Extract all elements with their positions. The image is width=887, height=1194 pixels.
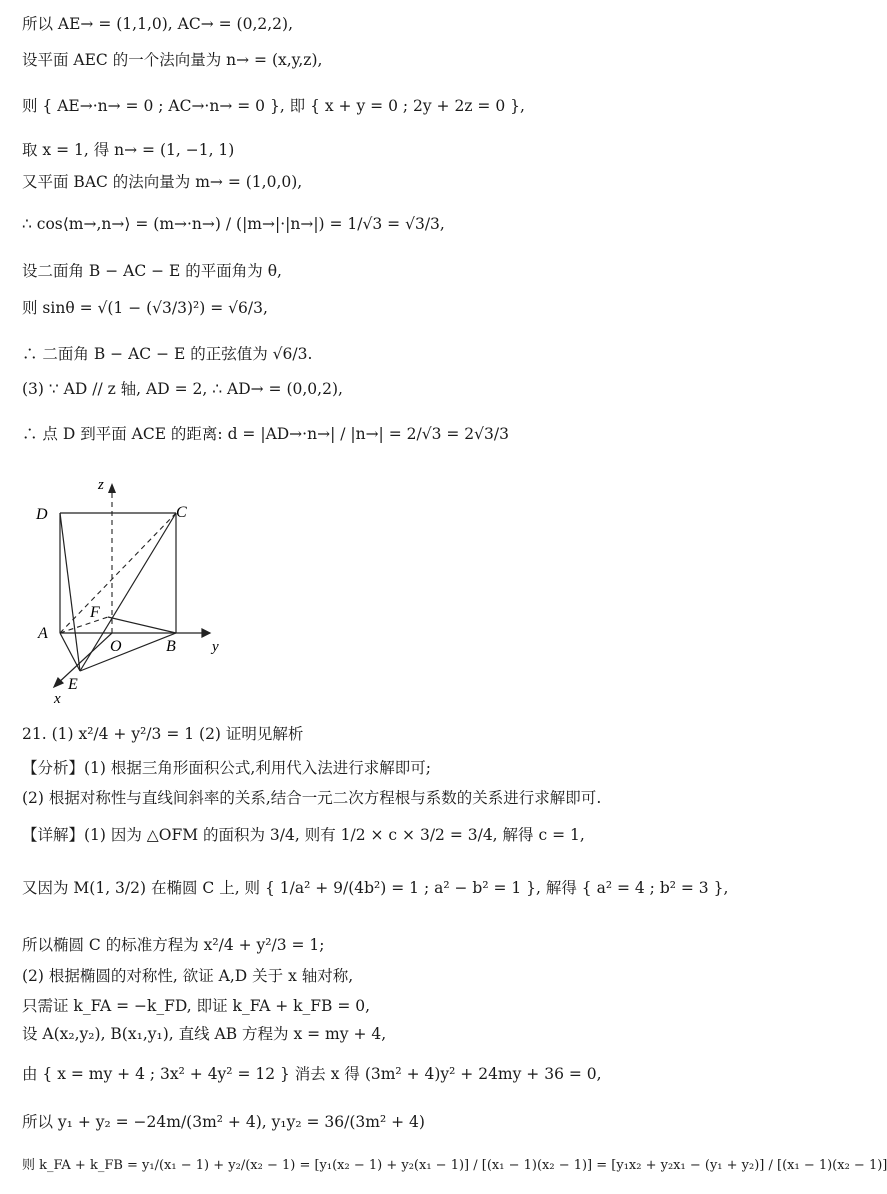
edge-FB <box>108 617 176 633</box>
edge-DE <box>60 513 80 671</box>
text-line-2: 设平面 AEC 的一个法向量为 n→ = (x,y,z), <box>22 51 323 69</box>
text-line-1: 所以 AE→ = (1,1,0), AC→ = (0,2,2), <box>22 15 293 33</box>
text-line-4: 取 x = 1, 得 n→ = (1, −1, 1) <box>22 141 235 159</box>
edge-EB <box>80 633 176 671</box>
text-line-9: ∴ 二面角 B − AC − E 的正弦值为 √6/3. <box>22 345 313 363</box>
detail-9: 则 k_FA + k_FB = y₁/(x₁ − 1) + y₂/(x₂ − 1) = [y₁(x₂ − 1) + y₂(x₁ − 1)] / [(x₁ − 1)(x₂ − 1)] = [y₁x₂ + y₂x₁ − (y₁ + y₂)] / [(x₁ − 1)(x₂ − 1)] <box>22 1158 887 1173</box>
label-E: E <box>68 676 78 693</box>
label-x: x <box>54 691 61 707</box>
detail-5: 只需证 k_FA = −k_FD, 即证 k_FA + k_FB = 0, <box>22 997 371 1015</box>
label-B: B <box>166 638 176 655</box>
text-line-11: ∴ 点 D 到平面 ACE 的距离: d = |AD→·n→| / |n→| = 2/√3 = 2√3/3 <box>22 425 509 443</box>
detail-7: 由 { x = my + 4 ; 3x² + 4y² = 12 } 消去 x 得 (3m² + 4)y² + 24my + 36 = 0, <box>22 1065 602 1083</box>
detail-1: 【详解】(1) 因为 △OFM 的面积为 3/4, 则有 1/2 × c × 3/2 = 3/4, 解得 c = 1, <box>22 826 585 844</box>
detail-3: 所以椭圆 C 的标准方程为 x²/4 + y²/3 = 1; <box>22 936 325 954</box>
geometry-figure <box>28 475 228 705</box>
analysis-2: (2) 根据对称性与直线间斜率的关系,结合一元二次方程根与系数的关系进行求解即可. <box>22 789 602 807</box>
text-line-3: 则 { AE→·n→ = 0 ; AC→·n→ = 0 }, 即 { x + y = 0 ; 2y + 2z = 0 }, <box>22 97 525 115</box>
edge-EC <box>80 513 176 671</box>
text-line-8: 则 sinθ = √(1 − (√3/3)²) = √6/3, <box>22 299 268 317</box>
answer-21: 21. (1) x²/4 + y²/3 = 1 (2) 证明见解析 <box>22 725 304 743</box>
edge-AC <box>60 513 176 633</box>
label-y: y <box>212 639 219 655</box>
text-line-5: 又平面 BAC 的法向量为 m→ = (1,0,0), <box>22 173 303 191</box>
text-line-10: (3) ∵ AD // z 轴, AD = 2, ∴ AD→ = (0,0,2), <box>22 380 343 398</box>
label-C: C <box>176 504 187 521</box>
detail-8: 所以 y₁ + y₂ = −24m/(3m² + 4), y₁y₂ = 36/(3m² + 4) <box>22 1113 425 1131</box>
analysis-1: 【分析】(1) 根据三角形面积公式,利用代入法进行求解即可; <box>22 759 432 777</box>
y-axis-arrow <box>202 629 210 637</box>
detail-6: 设 A(x₂,y₂), B(x₁,y₁), 直线 AB 方程为 x = my + 4, <box>22 1025 387 1043</box>
label-A: A <box>38 625 48 642</box>
label-O: O <box>110 638 122 655</box>
z-axis-arrow <box>108 483 116 493</box>
label-F: F <box>90 604 100 621</box>
detail-4: (2) 根据椭圆的对称性, 欲证 A,D 关于 x 轴对称, <box>22 967 354 985</box>
detail-2: 又因为 M(1, 3/2) 在椭圆 C 上, 则 { 1/a² + 9/(4b²) = 1 ; a² − b² = 1 }, 解得 { a² = 4 ; b² = 3 }, <box>22 879 729 897</box>
text-line-6: ∴ cos⟨m→,n→⟩ = (m→·n→) / (|m→|·|n→|) = 1/√3 = √3/3, <box>22 215 445 233</box>
label-D: D <box>36 506 48 523</box>
text-line-7: 设二面角 B − AC − E 的平面角为 θ, <box>22 262 282 280</box>
label-z: z <box>98 477 104 493</box>
